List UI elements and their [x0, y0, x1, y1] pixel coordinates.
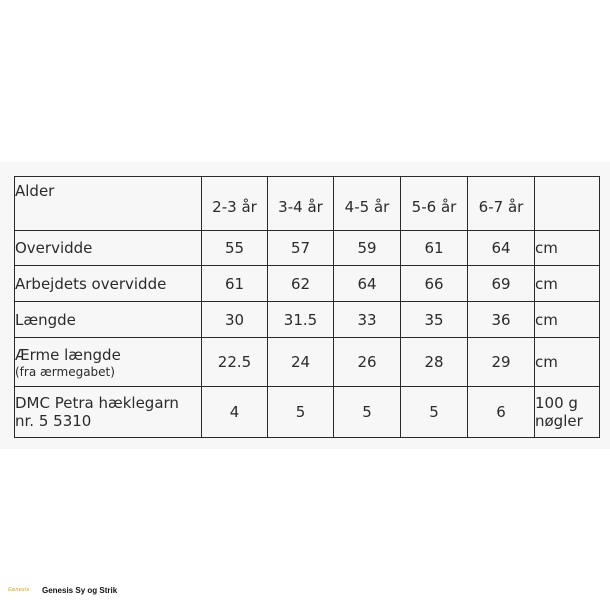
row-label: Ærme længde [15, 345, 121, 364]
age-header: Alder [15, 177, 202, 231]
row-label: Længde [15, 310, 76, 329]
unit-cell: 100 g [535, 394, 578, 412]
table-cell: 28 [401, 338, 468, 387]
table-cell: 62 [268, 266, 334, 302]
unit-cell: cm [535, 338, 600, 387]
table-cell: 59 [334, 231, 401, 266]
unit-cell: cm [535, 302, 600, 338]
size-chart-table [14, 176, 600, 438]
table-cell: 5 [401, 387, 468, 438]
genesis-logo: Genesis [8, 587, 30, 593]
table-cell: 6 [468, 387, 535, 438]
table-cell: 36 [468, 302, 535, 338]
table-cell: 64 [334, 266, 401, 302]
table-cell: 5 [334, 387, 401, 438]
table-cell: 69 [468, 266, 535, 302]
row-sublabel: nr. 5 5310 [15, 412, 92, 430]
table-cell: 35 [401, 302, 468, 338]
table-cell: 31.5 [268, 302, 334, 338]
table-row [15, 302, 600, 338]
table-row [15, 266, 600, 302]
table-cell: 5 [268, 387, 334, 438]
unit-header [535, 177, 600, 231]
table-cell: 64 [468, 231, 535, 266]
table-cell: 66 [401, 266, 468, 302]
table-cell: 4 [202, 387, 268, 438]
shop-name: Genesis Sy og Strik [42, 585, 118, 595]
table-cell: 55 [202, 231, 268, 266]
table-cell: 61 [401, 231, 468, 266]
size-header: 3-4 år [268, 177, 334, 231]
row-label: Arbejdets overvidde [15, 274, 167, 293]
table-cell: 24 [268, 338, 334, 387]
row-sublabel: (fra ærmegabet) [15, 364, 115, 379]
unit-cell-line2: nøgler [535, 412, 583, 430]
size-header: 6-7 år [468, 177, 535, 231]
row-label: Overvidde [15, 239, 93, 257]
unit-cell: cm [535, 266, 600, 302]
size-header: 4-5 år [334, 177, 401, 231]
table-cell: 26 [334, 338, 401, 387]
table-cell: 30 [202, 302, 268, 338]
header-row [15, 177, 600, 231]
row-label: DMC Petra hæklegarn [15, 394, 179, 412]
table-cell: 61 [202, 266, 268, 302]
table-cell: 57 [268, 231, 334, 266]
table-row [15, 387, 600, 438]
table-row [15, 338, 600, 387]
size-header: 2-3 år [202, 177, 268, 231]
table-cell: 22.5 [202, 338, 268, 387]
watermark-footer [8, 585, 117, 595]
size-header: 5-6 år [401, 177, 468, 231]
unit-cell: cm [535, 231, 600, 266]
table-cell: 29 [468, 338, 535, 387]
table-cell: 33 [334, 302, 401, 338]
table-row [15, 231, 600, 266]
